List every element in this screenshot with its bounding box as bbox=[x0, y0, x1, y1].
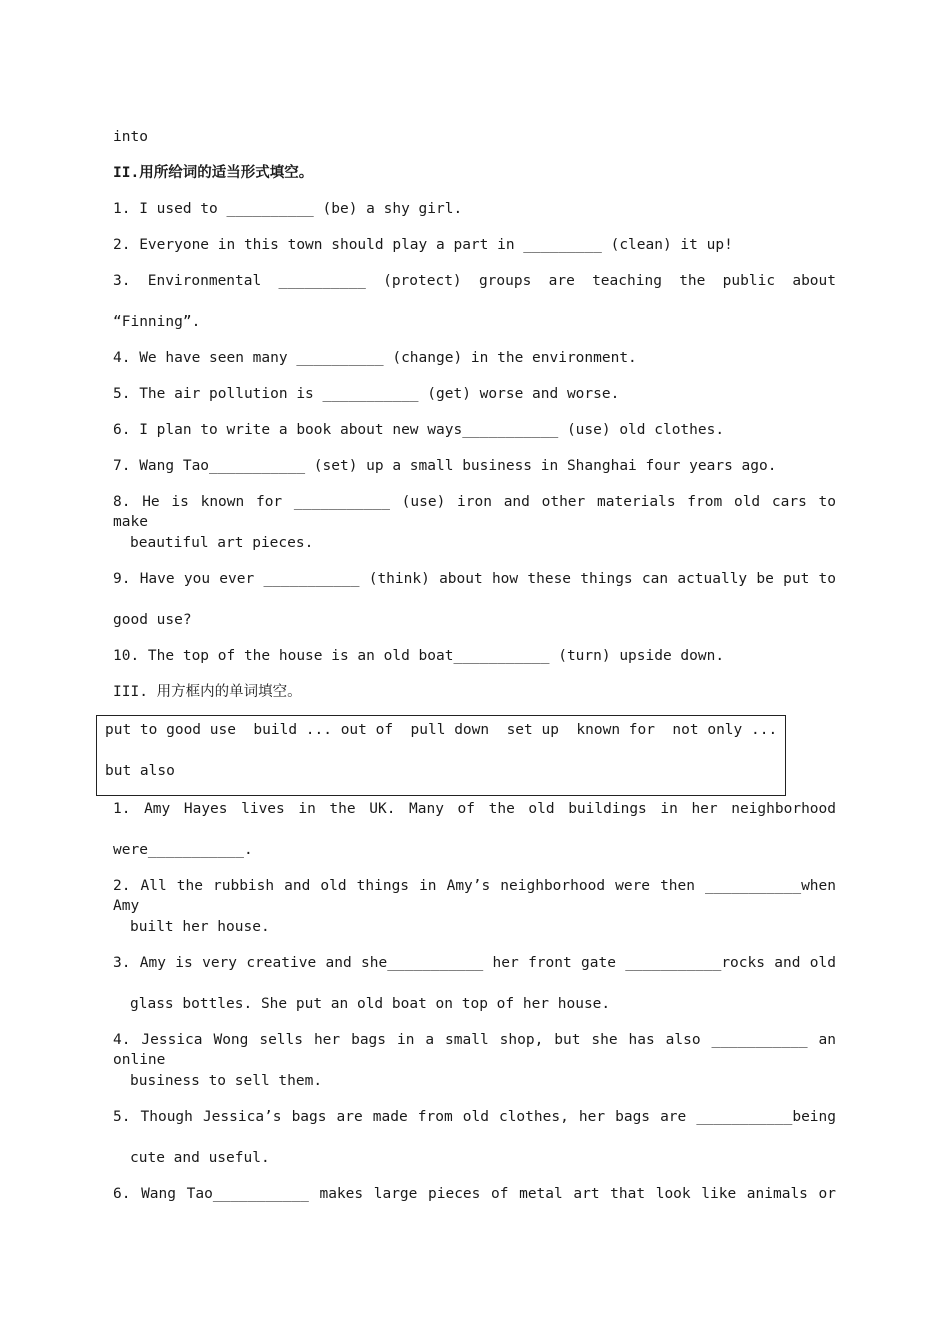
s3-item-3: 3. Amy is very creative and she___________ her front gate ___________rocks and old bbox=[113, 955, 836, 971]
s3-item-6: 6. Wang Tao___________ makes large pieces of metal art that look like animals or bbox=[113, 1186, 836, 1202]
top-word: into bbox=[113, 129, 148, 145]
s2-item-1: 1. I used to __________ (be) a shy girl. bbox=[113, 201, 463, 217]
s3-item-2: 2. All the rubbish and old things in Amy’s neighborhood were then ___________when Amy bbox=[113, 878, 836, 914]
word-box-line-1: put to good use build ... out of pull down set up known for not only ... bbox=[105, 722, 778, 738]
s2-item-3-cont: “Finning”. bbox=[113, 314, 201, 330]
word-box-line-2: but also bbox=[105, 763, 175, 779]
s3-item-5: 5. Though Jessica’s bags are made from old clothes, her bags are ___________being bbox=[113, 1109, 836, 1125]
s2-item-7: 7. Wang Tao___________ (set) up a small business in Shanghai four years ago. bbox=[113, 458, 777, 474]
s3-item-3-cont: glass bottles. She put an old boat on top of her house. bbox=[130, 996, 611, 1012]
s2-item-8: 8. He is known for ___________ (use) iron and other materials from old cars to make bbox=[113, 494, 836, 530]
s2-item-5: 5. The air pollution is ___________ (get) worse and worse. bbox=[113, 386, 620, 402]
s2-item-2: 2. Everyone in this town should play a part in _________ (clean) it up! bbox=[113, 237, 733, 253]
s2-item-3: 3. Environmental __________ (protect) groups are teaching the public about bbox=[113, 273, 836, 289]
s2-item-8-cont: beautiful art pieces. bbox=[130, 535, 314, 551]
s2-item-9-cont: good use? bbox=[113, 612, 192, 628]
s3-item-1-cont: were___________. bbox=[113, 842, 253, 858]
section3-heading: III. 用方框内的单词填空。 bbox=[113, 684, 302, 700]
s2-item-6: 6. I plan to write a book about new ways___________ (use) old clothes. bbox=[113, 422, 725, 438]
s3-item-4: 4. Jessica Wong sells her bags in a small shop, but she has also ___________ an online bbox=[113, 1032, 836, 1068]
section2-heading: II.用所给词的适当形式填空。 bbox=[113, 165, 314, 181]
word-box bbox=[96, 715, 786, 796]
s3-item-4-cont: business to sell them. bbox=[130, 1073, 323, 1089]
s2-item-4: 4. We have seen many __________ (change) in the environment. bbox=[113, 350, 637, 366]
s2-item-10: 10. The top of the house is an old boat___________ (turn) upside down. bbox=[113, 648, 725, 664]
s3-item-5-cont: cute and useful. bbox=[130, 1150, 270, 1166]
s2-item-9: 9. Have you ever ___________ (think) about how these things can actually be put to bbox=[113, 571, 836, 587]
s3-item-2-cont: built her house. bbox=[130, 919, 270, 935]
s3-item-1: 1. Amy Hayes lives in the UK. Many of the old buildings in her neighborhood bbox=[113, 801, 836, 817]
